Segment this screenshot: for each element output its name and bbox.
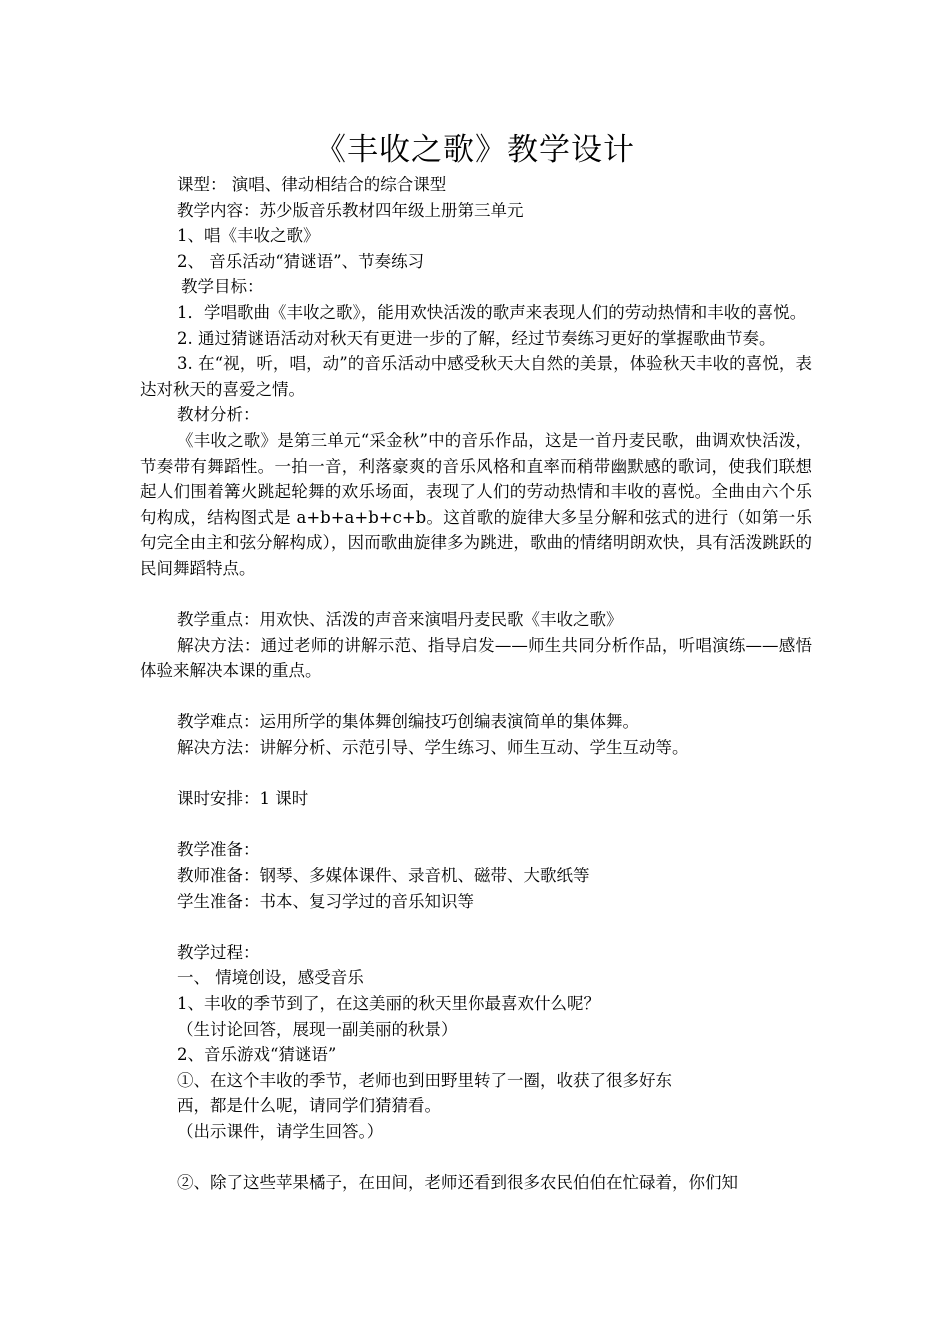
process-step-1-1-note: （生讨论回答，展现一副美丽的秋景） bbox=[177, 1019, 458, 1039]
spacer bbox=[140, 684, 812, 710]
process-step-1-1: 1、丰收的季节到了，在这美丽的秋天里你最喜欢什么呢？ bbox=[177, 994, 600, 1013]
process-step-1-2-b: ②、除了这些苹果橘子，在田间，老师还看到很多农民伯伯在忙碌着，你们知 bbox=[177, 1173, 738, 1193]
spacer bbox=[140, 761, 812, 787]
goal-3: 3. 在“视，听，唱，动”的音乐活动中感受秋天大自然的美景，体验秋天丰收的喜悦，表达对秋天的喜爱之情。 bbox=[140, 354, 812, 399]
teaching-content-line: 教学内容：苏少版音乐教材四年级上册第三单元 bbox=[177, 200, 524, 220]
key-point-line: 教学重点：用欢快、活泼的声音来演唱丹麦民歌《丰收之歌》 bbox=[177, 610, 623, 630]
content-item-2: 2、 音乐活动“猜谜语”、节奏练习 bbox=[177, 251, 425, 271]
process-step-1-2-a-line1: ①、在这个丰收的季节，老师也到田野里转了一圈，收获了很多好东 bbox=[177, 1070, 672, 1090]
prep-student-line: 学生准备：书本、复习学过的音乐知识等 bbox=[177, 891, 474, 911]
goal-2: 2. 通过猜谜语活动对秋天有更进一步的了解，经过节奏练习更好的掌握歌曲节奏。 bbox=[177, 328, 776, 348]
document-body bbox=[140, 172, 812, 1196]
key-solution-line: 解决方法：通过老师的讲解示范、指导启发——师生共同分析作品，听唱演练——感悟体验来解决本课的重点。 bbox=[140, 635, 812, 681]
difficulty-solution-line: 解决方法：讲解分析、示范引导、学生练习、师生互动、学生互动等。 bbox=[177, 738, 689, 758]
difficulty-line: 教学难点：运用所学的集体舞创编技巧创编表演简单的集体舞。 bbox=[177, 712, 639, 732]
spacer bbox=[140, 914, 812, 940]
spacer bbox=[140, 812, 812, 838]
analysis-heading: 教材分析： bbox=[177, 405, 260, 425]
prep-teacher-line: 教师准备：钢琴、多媒体课件、录音机、磁带、大歌纸等 bbox=[177, 866, 590, 886]
process-step-1-2-a-line2: 西，都是什么呢，请同学们猜猜看。 bbox=[177, 1096, 441, 1116]
schedule-line: 课时安排：1 课时 bbox=[177, 789, 309, 809]
process-step-1-2: 2、音乐游戏“猜谜语” bbox=[177, 1045, 337, 1065]
goals-heading: 教学目标： bbox=[181, 277, 264, 297]
content-item-1: 1、唱《丰收之歌》 bbox=[177, 226, 320, 246]
spacer bbox=[140, 582, 812, 608]
prep-heading: 教学准备： bbox=[177, 840, 260, 860]
spacer bbox=[140, 1145, 812, 1171]
process-step-1-2-a-note: （出示课件，请学生回答。） bbox=[177, 1121, 384, 1141]
goal-1: 1．学唱歌曲《丰收之歌》，能用欢快活泼的歌声来表现人们的劳动热情和丰收的喜悦。 bbox=[177, 302, 807, 322]
process-heading: 教学过程： bbox=[177, 942, 260, 962]
course-type-line: 课型： 演唱、律动相结合的综合课型 bbox=[177, 175, 447, 194]
document-title: 《丰收之歌》教学设计 bbox=[315, 132, 635, 168]
process-step-1: 一、 情境创设，感受音乐 bbox=[177, 968, 364, 988]
analysis-paragraph: 《丰收之歌》是第三单元“采金秋”中的音乐作品，这是一首丹麦民歌，曲调欢快活泼，节奏带有舞蹈性。一拍一音，利落豪爽的音乐风格和直率而稍带幽默感的歌词，使我们联想起人们围着篝火跳起轮舞的欢乐场面，表现了人们的劳动热情和丰收的喜悦。全曲由六个乐句构成，结构图式是 a+b+a+b+c+b。这首歌的旋律大多呈分解和弦式的进行（如第一乐句完全由主和弦分解构成），因而歌曲旋律多为跳进，歌曲的情绪明朗欢快，具有活泼跳跃的民间舞蹈特点。 bbox=[140, 430, 812, 578]
